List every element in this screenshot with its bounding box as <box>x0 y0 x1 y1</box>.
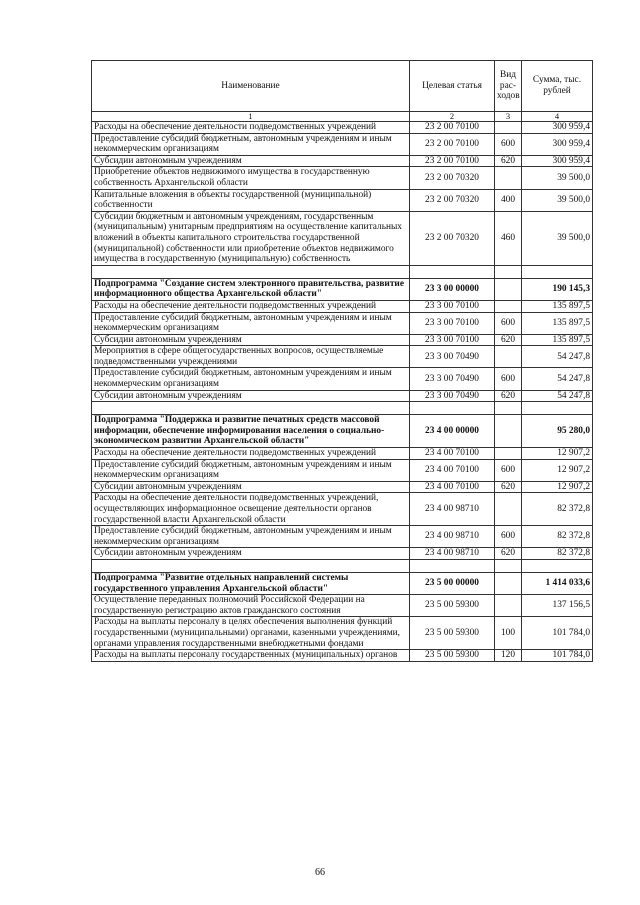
code-cell: 23 4 00 98710 <box>410 526 495 548</box>
name-cell: Субсидии автономным учреждениям <box>92 334 410 346</box>
spacer-cell <box>92 559 410 572</box>
amount-cell: 82 372,8 <box>522 493 593 526</box>
name-cell: Подпрограмма "Создание систем электронного правительства, развитие информационного общества Архангельской области" <box>92 278 410 300</box>
expense-type-cell <box>495 448 522 460</box>
spacer-cell <box>495 402 522 415</box>
amount-cell: 1 414 033,6 <box>522 572 593 594</box>
code-cell: 23 2 00 70100 <box>410 155 495 167</box>
expense-type-cell <box>495 278 522 300</box>
amount-cell: 300 959,4 <box>522 155 593 167</box>
name-cell: Расходы на обеспечение деятельности подведомственных учреждений, осуществляющих информационное освещение деятельности органов государственной власти Архангельской области <box>92 493 410 526</box>
expense-type-cell: 600 <box>495 312 522 334</box>
name-cell: Предоставление субсидий бюджетным, автономным учреждениям и иным некоммерческим организациям <box>92 526 410 548</box>
expense-type-cell: 100 <box>495 617 522 650</box>
column-number: 4 <box>522 112 593 122</box>
amount-cell: 54 247,8 <box>522 346 593 368</box>
name-cell: Расходы на выплаты персоналу государственных (муниципальных) органов <box>92 650 410 662</box>
expense-type-cell: 620 <box>495 334 522 346</box>
code-cell: 23 2 00 70320 <box>410 167 495 189</box>
code-cell: 23 5 00 00000 <box>410 572 495 594</box>
page-number: 66 <box>315 867 325 878</box>
expense-type-cell: 600 <box>495 459 522 481</box>
name-cell: Предоставление субсидий бюджетным, автономным учреждениям и иным некоммерческим организациям <box>92 133 410 155</box>
code-cell: 23 4 00 98710 <box>410 493 495 526</box>
expense-type-cell <box>495 346 522 368</box>
amount-cell: 82 372,8 <box>522 548 593 560</box>
table-row <box>92 390 593 402</box>
code-cell: 23 5 00 59300 <box>410 617 495 650</box>
code-cell: 23 2 00 70320 <box>410 189 495 211</box>
table-row <box>92 595 593 617</box>
spacer-cell <box>92 265 410 278</box>
expense-type-cell <box>495 572 522 594</box>
expense-type-cell <box>495 595 522 617</box>
table-row <box>92 448 593 460</box>
table-row <box>92 346 593 368</box>
header-vid: Вид рас-ходов <box>495 61 522 112</box>
amount-cell: 82 372,8 <box>522 526 593 548</box>
table-row <box>92 459 593 481</box>
spacer-cell <box>410 402 495 415</box>
expense-type-cell: 400 <box>495 189 522 211</box>
code-cell: 23 4 00 98710 <box>410 548 495 560</box>
table-row <box>92 133 593 155</box>
column-number: 2 <box>410 112 495 122</box>
code-cell: 23 3 00 70490 <box>410 346 495 368</box>
amount-cell: 101 784,0 <box>522 617 593 650</box>
table-row <box>92 167 593 189</box>
name-cell: Предоставление субсидий бюджетным, автономным учреждениям и иным некоммерческим организациям <box>92 368 410 390</box>
name-cell: Субсидии автономным учреждениям <box>92 548 410 560</box>
code-cell: 23 3 00 70100 <box>410 334 495 346</box>
table-row <box>92 526 593 548</box>
code-cell: 23 3 00 70100 <box>410 312 495 334</box>
amount-cell: 12 907,2 <box>522 448 593 460</box>
table-row <box>92 122 593 134</box>
amount-cell: 135 897,5 <box>522 300 593 312</box>
amount-cell: 12 907,2 <box>522 459 593 481</box>
expense-type-cell: 600 <box>495 526 522 548</box>
spacer-cell <box>410 559 495 572</box>
amount-cell: 54 247,8 <box>522 390 593 402</box>
table-row <box>92 368 593 390</box>
subprogram-row <box>92 278 593 300</box>
expense-type-cell: 620 <box>495 548 522 560</box>
name-cell: Подпрограмма "Поддержка и развитие печатных средств массовой информации, обеспечение информирования населения о социально-экономическом развитии Архангельской области" <box>92 415 410 448</box>
name-cell: Субсидии бюджетным и автономным учреждениям, государственным (муниципальным) унитарным предприятиям на осуществление капитальных вложений в объекты капитального строительства государственной (муниципальной) собственности или приобретение объектов недвижимого имущества в государственную (муниципальную) собственность <box>92 211 410 265</box>
code-cell: 23 2 00 70100 <box>410 133 495 155</box>
code-cell: 23 4 00 70100 <box>410 459 495 481</box>
amount-cell: 135 897,5 <box>522 334 593 346</box>
table-row <box>92 617 593 650</box>
name-cell: Субсидии автономным учреждениям <box>92 390 410 402</box>
spacer-cell <box>495 265 522 278</box>
spacer-cell <box>410 265 495 278</box>
code-cell: 23 4 00 70100 <box>410 481 495 493</box>
name-cell: Предоставление субсидий бюджетным, автономным учреждениям и иным некоммерческим организациям <box>92 312 410 334</box>
expense-type-cell: 620 <box>495 481 522 493</box>
expense-type-cell <box>495 300 522 312</box>
spacer-cell <box>522 265 593 278</box>
table-row <box>92 155 593 167</box>
name-cell: Капитальные вложения в объекты государственной (муниципальной) собственности <box>92 189 410 211</box>
name-cell: Субсидии автономным учреждениям <box>92 481 410 493</box>
amount-cell: 12 907,2 <box>522 481 593 493</box>
amount-cell: 190 145,3 <box>522 278 593 300</box>
amount-cell: 39 500,0 <box>522 167 593 189</box>
spacer-cell <box>522 402 593 415</box>
amount-cell: 135 897,5 <box>522 312 593 334</box>
name-cell: Осуществление переданных полномочий Российской Федерации на государственную регистрацию актов гражданского состояния <box>92 595 410 617</box>
table-header-row <box>92 61 593 112</box>
spacer-row <box>92 265 593 278</box>
table-row <box>92 312 593 334</box>
expense-type-cell: 620 <box>495 155 522 167</box>
spacer-row <box>92 402 593 415</box>
code-cell: 23 2 00 70100 <box>410 122 495 134</box>
table-row <box>92 650 593 662</box>
expense-type-cell: 600 <box>495 368 522 390</box>
amount-cell: 137 156,5 <box>522 595 593 617</box>
code-cell: 23 3 00 70100 <box>410 300 495 312</box>
spacer-row <box>92 559 593 572</box>
code-cell: 23 4 00 70100 <box>410 448 495 460</box>
table-row <box>92 481 593 493</box>
column-number: 1 <box>92 112 410 122</box>
expense-type-cell <box>495 493 522 526</box>
expense-type-cell <box>495 122 522 134</box>
header-name: Наименование <box>92 61 410 112</box>
column-number: 3 <box>495 112 522 122</box>
table-row <box>92 548 593 560</box>
expense-type-cell: 620 <box>495 390 522 402</box>
code-cell: 23 5 00 59300 <box>410 650 495 662</box>
header-sum: Сумма, тыс. рублей <box>522 61 593 112</box>
amount-cell: 95 280,0 <box>522 415 593 448</box>
code-cell: 23 3 00 70490 <box>410 390 495 402</box>
budget-table <box>91 60 593 662</box>
spacer-cell <box>522 559 593 572</box>
code-cell: 23 3 00 70490 <box>410 368 495 390</box>
code-cell: 23 5 00 59300 <box>410 595 495 617</box>
expense-type-cell: 460 <box>495 211 522 265</box>
amount-cell: 54 247,8 <box>522 368 593 390</box>
amount-cell: 39 500,0 <box>522 189 593 211</box>
code-cell: 23 2 00 70320 <box>410 211 495 265</box>
expense-type-cell <box>495 167 522 189</box>
subprogram-row <box>92 572 593 594</box>
name-cell: Мероприятия в сфере общегосударственных вопросов, осуществляемые подведомственными учреждениями <box>92 346 410 368</box>
name-cell: Предоставление субсидий бюджетным, автономным учреждениям и иным некоммерческим организациям <box>92 459 410 481</box>
table-row <box>92 334 593 346</box>
name-cell: Расходы на обеспечение деятельности подведомственных учреждений <box>92 300 410 312</box>
name-cell: Расходы на обеспечение деятельности подведомственных учреждений <box>92 122 410 134</box>
spacer-cell <box>495 559 522 572</box>
name-cell: Субсидии автономным учреждениям <box>92 155 410 167</box>
expense-type-cell: 600 <box>495 133 522 155</box>
name-cell: Приобретение объектов недвижимого имущества в государственную собственность Архангельской области <box>92 167 410 189</box>
header-code: Целевая статья <box>410 61 495 112</box>
amount-cell: 39 500,0 <box>522 211 593 265</box>
table-body <box>92 122 593 662</box>
spacer-cell <box>92 402 410 415</box>
subprogram-row <box>92 415 593 448</box>
table-row <box>92 300 593 312</box>
name-cell: Расходы на обеспечение деятельности подведомственных учреждений <box>92 448 410 460</box>
name-cell: Подпрограмма "Развитие отдельных направлений системы государственного управления Архангельской области" <box>92 572 410 594</box>
amount-cell: 101 784,0 <box>522 650 593 662</box>
name-cell: Расходы на выплаты персоналу в целях обеспечения выполнения функций государственными (муниципальными) органами, казенными учреждениями, органами управления государственными внебюджетными фондами <box>92 617 410 650</box>
table-row <box>92 493 593 526</box>
table-row <box>92 211 593 265</box>
table-row <box>92 189 593 211</box>
amount-cell: 300 959,4 <box>522 133 593 155</box>
column-numbers-row <box>92 112 593 122</box>
expense-type-cell <box>495 415 522 448</box>
code-cell: 23 3 00 00000 <box>410 278 495 300</box>
code-cell: 23 4 00 00000 <box>410 415 495 448</box>
expense-type-cell: 120 <box>495 650 522 662</box>
amount-cell: 300 959,4 <box>522 122 593 134</box>
